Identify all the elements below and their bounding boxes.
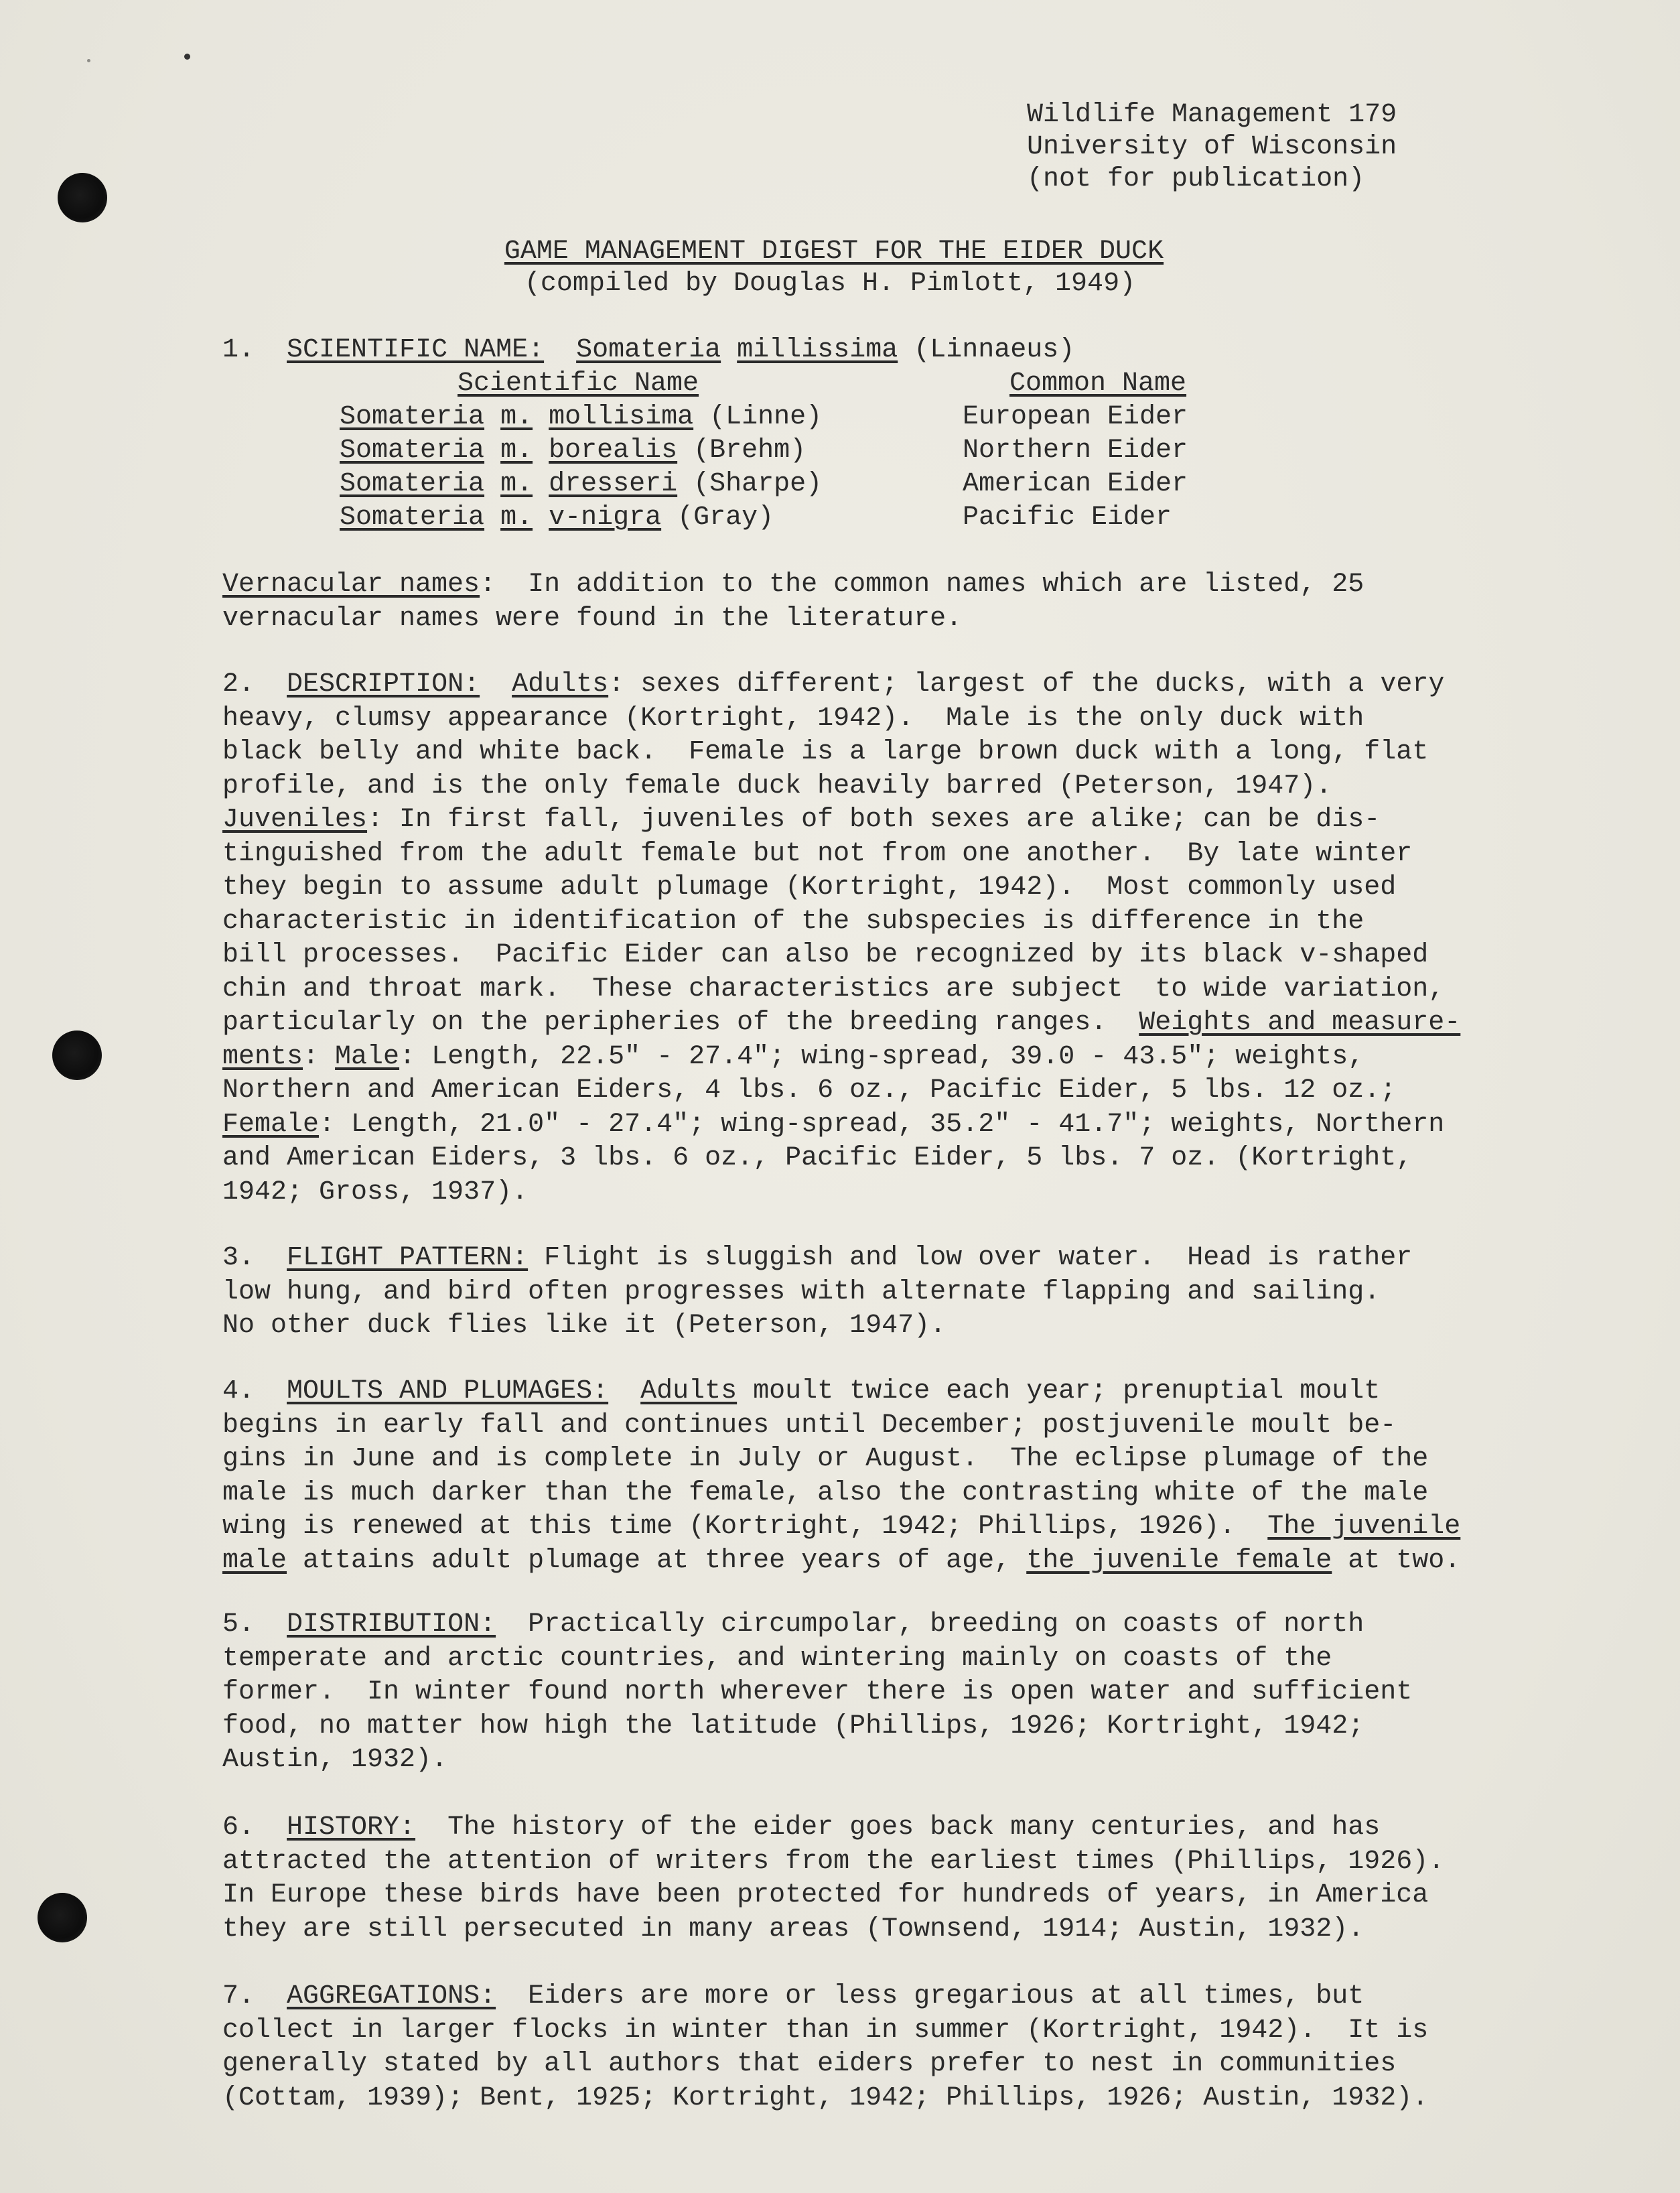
section-heading-line: 2. DESCRIPTION: Adults: sexes different; largest of the ducks, with a very [222,669,1445,700]
paragraph-line: heavy, clumsy appearance (Kortright, 1942). Male is the only duck with [222,703,1364,734]
header-line: University of Wisconsin [1027,132,1397,162]
species-cell: m. [500,436,533,466]
section-heading-line: 6. HISTORY: The history of the eider goes back many centuries, and has [222,1812,1381,1843]
paragraph-line: Juveniles: In first fall, juveniles of both sexes are alike; can be dis- [222,805,1381,835]
genus-cell: Somateria [340,503,485,533]
section-aggregations [222,1980,1562,2115]
species-cell: m. [500,503,533,533]
course-header [1027,99,1397,196]
punch-hole-top [58,173,107,222]
paragraph-line: vernacular names were found in the literature. [222,603,963,634]
section-scientific-name [222,334,1562,368]
section-heading: AGGREGATIONS: [287,1981,496,2011]
male-label: Male [335,1041,400,1072]
section-moults-plumages [222,1375,1562,1578]
subspecies-cell: dresseri [549,469,678,499]
paragraph-line: they begin to assume adult plumage (Kortright, 1942). Most commonly used [222,872,1397,903]
authority-cell: (Brehm) [693,436,807,466]
genus-cell: Somateria [340,402,485,432]
paragraph-line: male attains adult plumage at three years of age, the juvenile female at two. [222,1545,1461,1576]
common-name-cell: European Eider [963,402,1188,432]
table-header-row [340,367,1188,401]
paragraph-line: former. In winter found north wherever there is open water and sufficient [222,1677,1413,1707]
paragraph-line: No other duck flies like it (Peterson, 1947). [222,1311,947,1341]
column-header-common: Common Name [1009,369,1187,399]
vernacular-label: Vernacular names [222,570,480,600]
juvenile-female-label: the juvenile female [1026,1545,1332,1576]
section-number: 4. [222,1376,255,1406]
section-heading-line: 3. FLIGHT PATTERN: Flight is sluggish and low over water. Head is rather [222,1243,1413,1273]
genus-cell: Somateria [340,469,485,499]
female-label: Female [222,1109,320,1140]
paragraph-line: generally stated by all authors that eiders prefer to nest in communities [222,2049,1397,2079]
common-name-cell: Northern Eider [963,436,1188,466]
column-header-scientific: Scientific Name [458,369,699,399]
paragraph-line: Female: Length, 21.0" - 27.4"; wing-spread, 35.2" - 41.7"; weights, Northern [222,1109,1445,1140]
paper-speck [87,59,90,62]
section-number: 5. [222,1609,255,1640]
table-row [340,401,1188,434]
paragraph-line: and American Eiders, 3 lbs. 6 oz., Pacific Eider, 5 lbs. 7 oz. (Kortright, [222,1143,1413,1173]
section-heading: HISTORY: [287,1812,416,1843]
header-line: Wildlife Management 179 [1027,100,1397,130]
authority-cell: (Gray) [677,503,774,533]
section-heading: DISTRIBUTION: [287,1609,496,1640]
title-main: GAME MANAGEMENT DIGEST FOR THE EIDER DUCK [504,237,1164,267]
table-row [340,468,1188,501]
adults-label: Adults [512,669,609,700]
subspecies-cell: borealis [549,436,678,466]
paragraph-line: bill processes. Pacific Eider can also be recognized by its black v-shaped [222,940,1429,970]
common-name-cell: American Eider [963,469,1188,499]
paragraph-line: wing is renewed at this time (Kortright, 1942; Phillips, 1926). The juvenile [222,1512,1461,1542]
section-number: 7. [222,1981,255,2011]
authority-cell: (Sharpe) [693,469,823,499]
paragraph-line: low hung, and bird often progresses with alternate flapping and sailing. [222,1276,1381,1307]
section-number: 2. [222,669,255,700]
table-row [340,434,1188,468]
paragraph-line: tinguished from the adult female but not from one another. By late winter [222,838,1413,869]
authority-cell: (Linne) [709,402,823,432]
species-cell: m. [500,402,533,432]
species-cell: m. [500,469,533,499]
juvenile-label: The juvenile [1267,1512,1461,1542]
weights-measurements-label: Weights and measure- [1139,1008,1461,1038]
paragraph-line: Northern and American Eiders, 4 lbs. 6 oz., Pacific Eider, 5 lbs. 12 oz.; [222,1075,1397,1106]
paragraph-line: attracted the attention of writers from the earliest times (Phillips, 1926). [222,1846,1445,1877]
paragraph-line: black belly and white back. Female is a large brown duck with a long, flat [222,737,1429,767]
table-row [340,501,1188,535]
male-label: male [222,1545,287,1576]
paragraph-line: they are still persecuted in many areas (Townsend, 1914; Austin, 1932). [222,1914,1364,1944]
section-number: 6. [222,1812,255,1843]
paragraph-line: 1942; Gross, 1937). [222,1177,529,1207]
section-distribution [222,1608,1562,1778]
paragraph-line: temperate and arctic countries, and wintering mainly on coasts of the [222,1643,1332,1674]
document-title [0,236,1680,300]
paragraph-line: (Cottam, 1939); Bent, 1925; Kortright, 1942; Phillips, 1926; Austin, 1932). [222,2082,1429,2113]
juveniles-label: Juveniles [222,805,368,835]
section-heading-line: 5. DISTRIBUTION: Practically circumpolar, breeding on coasts of north [222,1609,1364,1640]
paragraph-line: Vernacular names: In addition to the common names which are listed, 25 [222,570,1364,600]
punch-hole-bottom [38,1893,87,1942]
paragraph-line: collect in larger flocks in winter than in summer (Kortright, 1942). It is [222,2015,1429,2046]
header-line: (not for publication) [1027,164,1365,194]
weights-measurements-label-cont: ments [222,1041,303,1072]
paragraph-line: particularly on the peripheries of the breeding ranges. Weights and measure- [222,1008,1461,1038]
paper-speck [184,54,190,60]
subspecies-cell: v-nigra [549,503,662,533]
section-heading-line [222,334,1562,368]
punch-hole-middle [52,1031,102,1080]
paragraph-line: ments: Male: Length, 22.5" - 27.4"; wing-spread, 39.0 - 43.5"; weights, [222,1041,1364,1072]
paragraph-line: In Europe these birds have been protected for hundreds of years, in America [222,1880,1429,1910]
section-heading: SCIENTIFIC NAME: [287,335,545,365]
title-sub: (compiled by Douglas H. Pimlott, 1949) [524,269,1136,299]
subspecies-table [340,367,1188,535]
paragraph-line: male is much darker than the female, also the contrasting white of the male [222,1477,1429,1508]
paragraph-line: begins in early fall and continues until December; postjuvenile moult be- [222,1410,1397,1441]
paragraph-line: characteristic in identification of the subspecies is difference in the [222,906,1364,937]
section-flight-pattern [222,1242,1562,1343]
section-heading: DESCRIPTION: [287,669,480,700]
paragraph-line: profile, and is the only female duck heavily barred (Peterson, 1947). [222,771,1332,801]
paragraph-line: Austin, 1932). [222,1745,448,1775]
section-number: 3. [222,1243,255,1273]
section-heading-line: 4. MOULTS AND PLUMAGES: Adults moult twice each year; prenuptial moult [222,1376,1381,1406]
common-name-cell: Pacific Eider [963,503,1172,533]
section-history [222,1811,1562,1946]
genus-cell: Somateria [340,436,485,466]
paragraph-line: food, no matter how high the latitude (Phillips, 1926; Kortright, 1942; [222,1711,1364,1741]
vernacular-names [222,568,1562,636]
species-authority: (Linnaeus) [914,335,1075,365]
section-heading: FLIGHT PATTERN: [287,1243,529,1273]
genus-name: Somateria [576,335,721,365]
paragraph-line: chin and throat mark. These characteristics are subject to wide variation, [222,974,1445,1004]
adults-label: Adults [640,1376,738,1406]
section-heading: MOULTS AND PLUMAGES: [287,1376,609,1406]
species-name: millissima [737,335,898,365]
section-heading-line: 7. AGGREGATIONS: Eiders are more or less gregarious at all times, but [222,1981,1364,2011]
paragraph-line: gins in June and is complete in July or August. The eclipse plumage of the [222,1444,1429,1474]
section-description [222,668,1562,1209]
section-number: 1. [222,335,255,365]
subspecies-cell: mollisima [549,402,694,432]
